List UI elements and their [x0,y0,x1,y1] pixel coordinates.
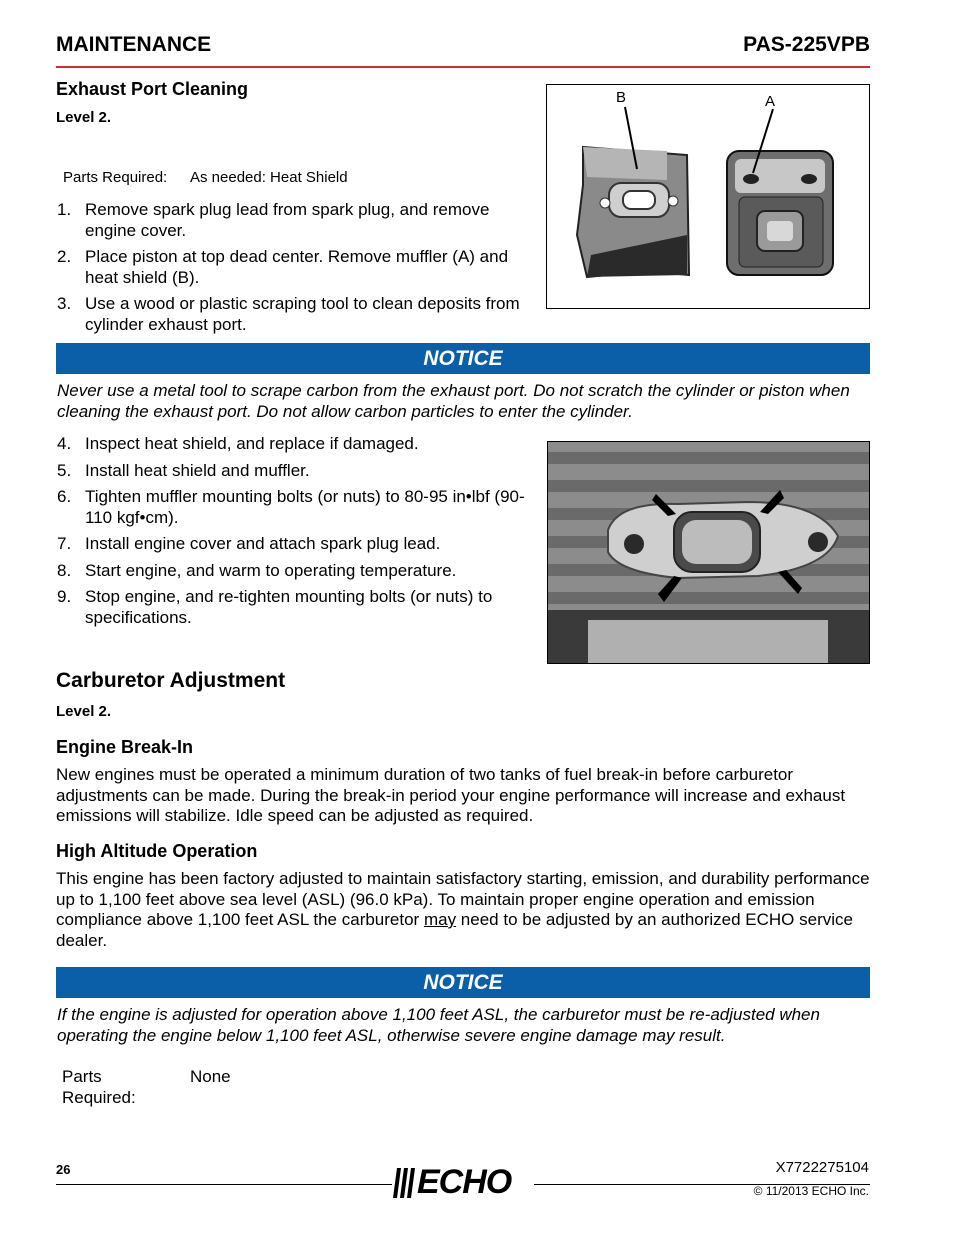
notice-banner: NOTICE [56,343,870,374]
carburetor-level: Level 2. [56,703,112,720]
label-a: A [765,93,776,110]
reassembly-steps [57,434,527,634]
breakin-title: Engine Break-In [56,737,194,757]
notice-text-2: If the engine is adjusted for operation above 1,100 feet ASL, the carburetor must be re-adjusted when operating the engine below 1,100 feet ASL, otherwise severe engine damage may result. [57,1005,820,1045]
label-b: B [616,89,627,106]
list-item: 7. Install engine cover and attach spark plug lead. [57,534,441,553]
list-item: 2. Place piston at top dead center. Remove muffler (A) and heat shield (B). [57,247,509,287]
list-item: 8. Start engine, and warm to operating temperature. [57,560,457,580]
list-item: 9. Stop engine, and re-tighten mounting bolts (or nuts) to specifications. [57,587,493,627]
list-item: 4. Inspect heat shield, and replace if damaged. [57,434,419,453]
muffler-figure [546,84,870,309]
list-item: 5. Install heat shield and muffler. [57,460,310,480]
breakin-text: New engines must be operated a minimum duration of two tanks of fuel break-in before carburetor adjustments can be made. During the break-in period your engine performance will increase and exhaust emissions will stabilize. Idle speed can be adjusted as required. [56,765,846,825]
exhaust-level: Level 2. [56,109,112,126]
model-number: PAS-225VPB [743,33,870,56]
header-rule [56,66,870,68]
logo-wordmark: ECHO [417,1163,512,1201]
logo-stripes [393,1168,415,1198]
parts-required-value: As needed: Heat Shield [190,169,348,186]
section-title: MAINTENANCE [56,33,212,56]
page-number: 26 [56,1162,71,1177]
altitude-text: This engine has been factory adjusted to maintain satisfactory starting, emission, and durability performance up to 1,100 feet above sea level (ASL) (96.0 kPa). To maintain proper engine operation and emission compliance above 1,100 feet ASL the carburetor may need to be adjusted by an authorized ECHO service dealer. [56,869,870,950]
altitude-title: High Altitude Operation [56,841,258,861]
parts-required-label: Parts Required: [63,169,168,186]
muffler-heatshield-illustration [547,85,869,308]
exhaust-steps [57,200,527,341]
parts-required-label-2: Parts Required: [62,1067,136,1107]
list-item: 3. Use a wood or plastic scraping tool to clean deposits from cylinder exhaust port. [57,294,520,334]
notice-text: Never use a metal tool to scrape carbon from the exhaust port. Do not scratch the cylinder or piston when cleaning the exhaust port. Do not allow carbon particles to enter the cylinder. [57,381,850,421]
parts-required-value-2: None [190,1067,231,1086]
list-item: 6. Tighten muffler mounting bolts (or nuts) to 80-95 in•lbf (90-110 kgf•cm). [57,487,525,527]
copyright: © 11/2013 ECHO Inc. [753,1184,869,1198]
exhaust-port-figure [547,441,870,664]
notice-banner-2: NOTICE [56,967,870,998]
echo-logo [393,1163,533,1201]
exhaust-title: Exhaust Port Cleaning [56,79,249,99]
document-number: X7722275104 [775,1159,869,1176]
footer-rule-left [56,1184,392,1185]
list-item: 1. Remove spark plug lead from spark plug, and remove engine cover. [57,200,490,240]
exhaust-port-illustration [548,442,869,663]
carburetor-title: Carburetor Adjustment [56,669,286,692]
